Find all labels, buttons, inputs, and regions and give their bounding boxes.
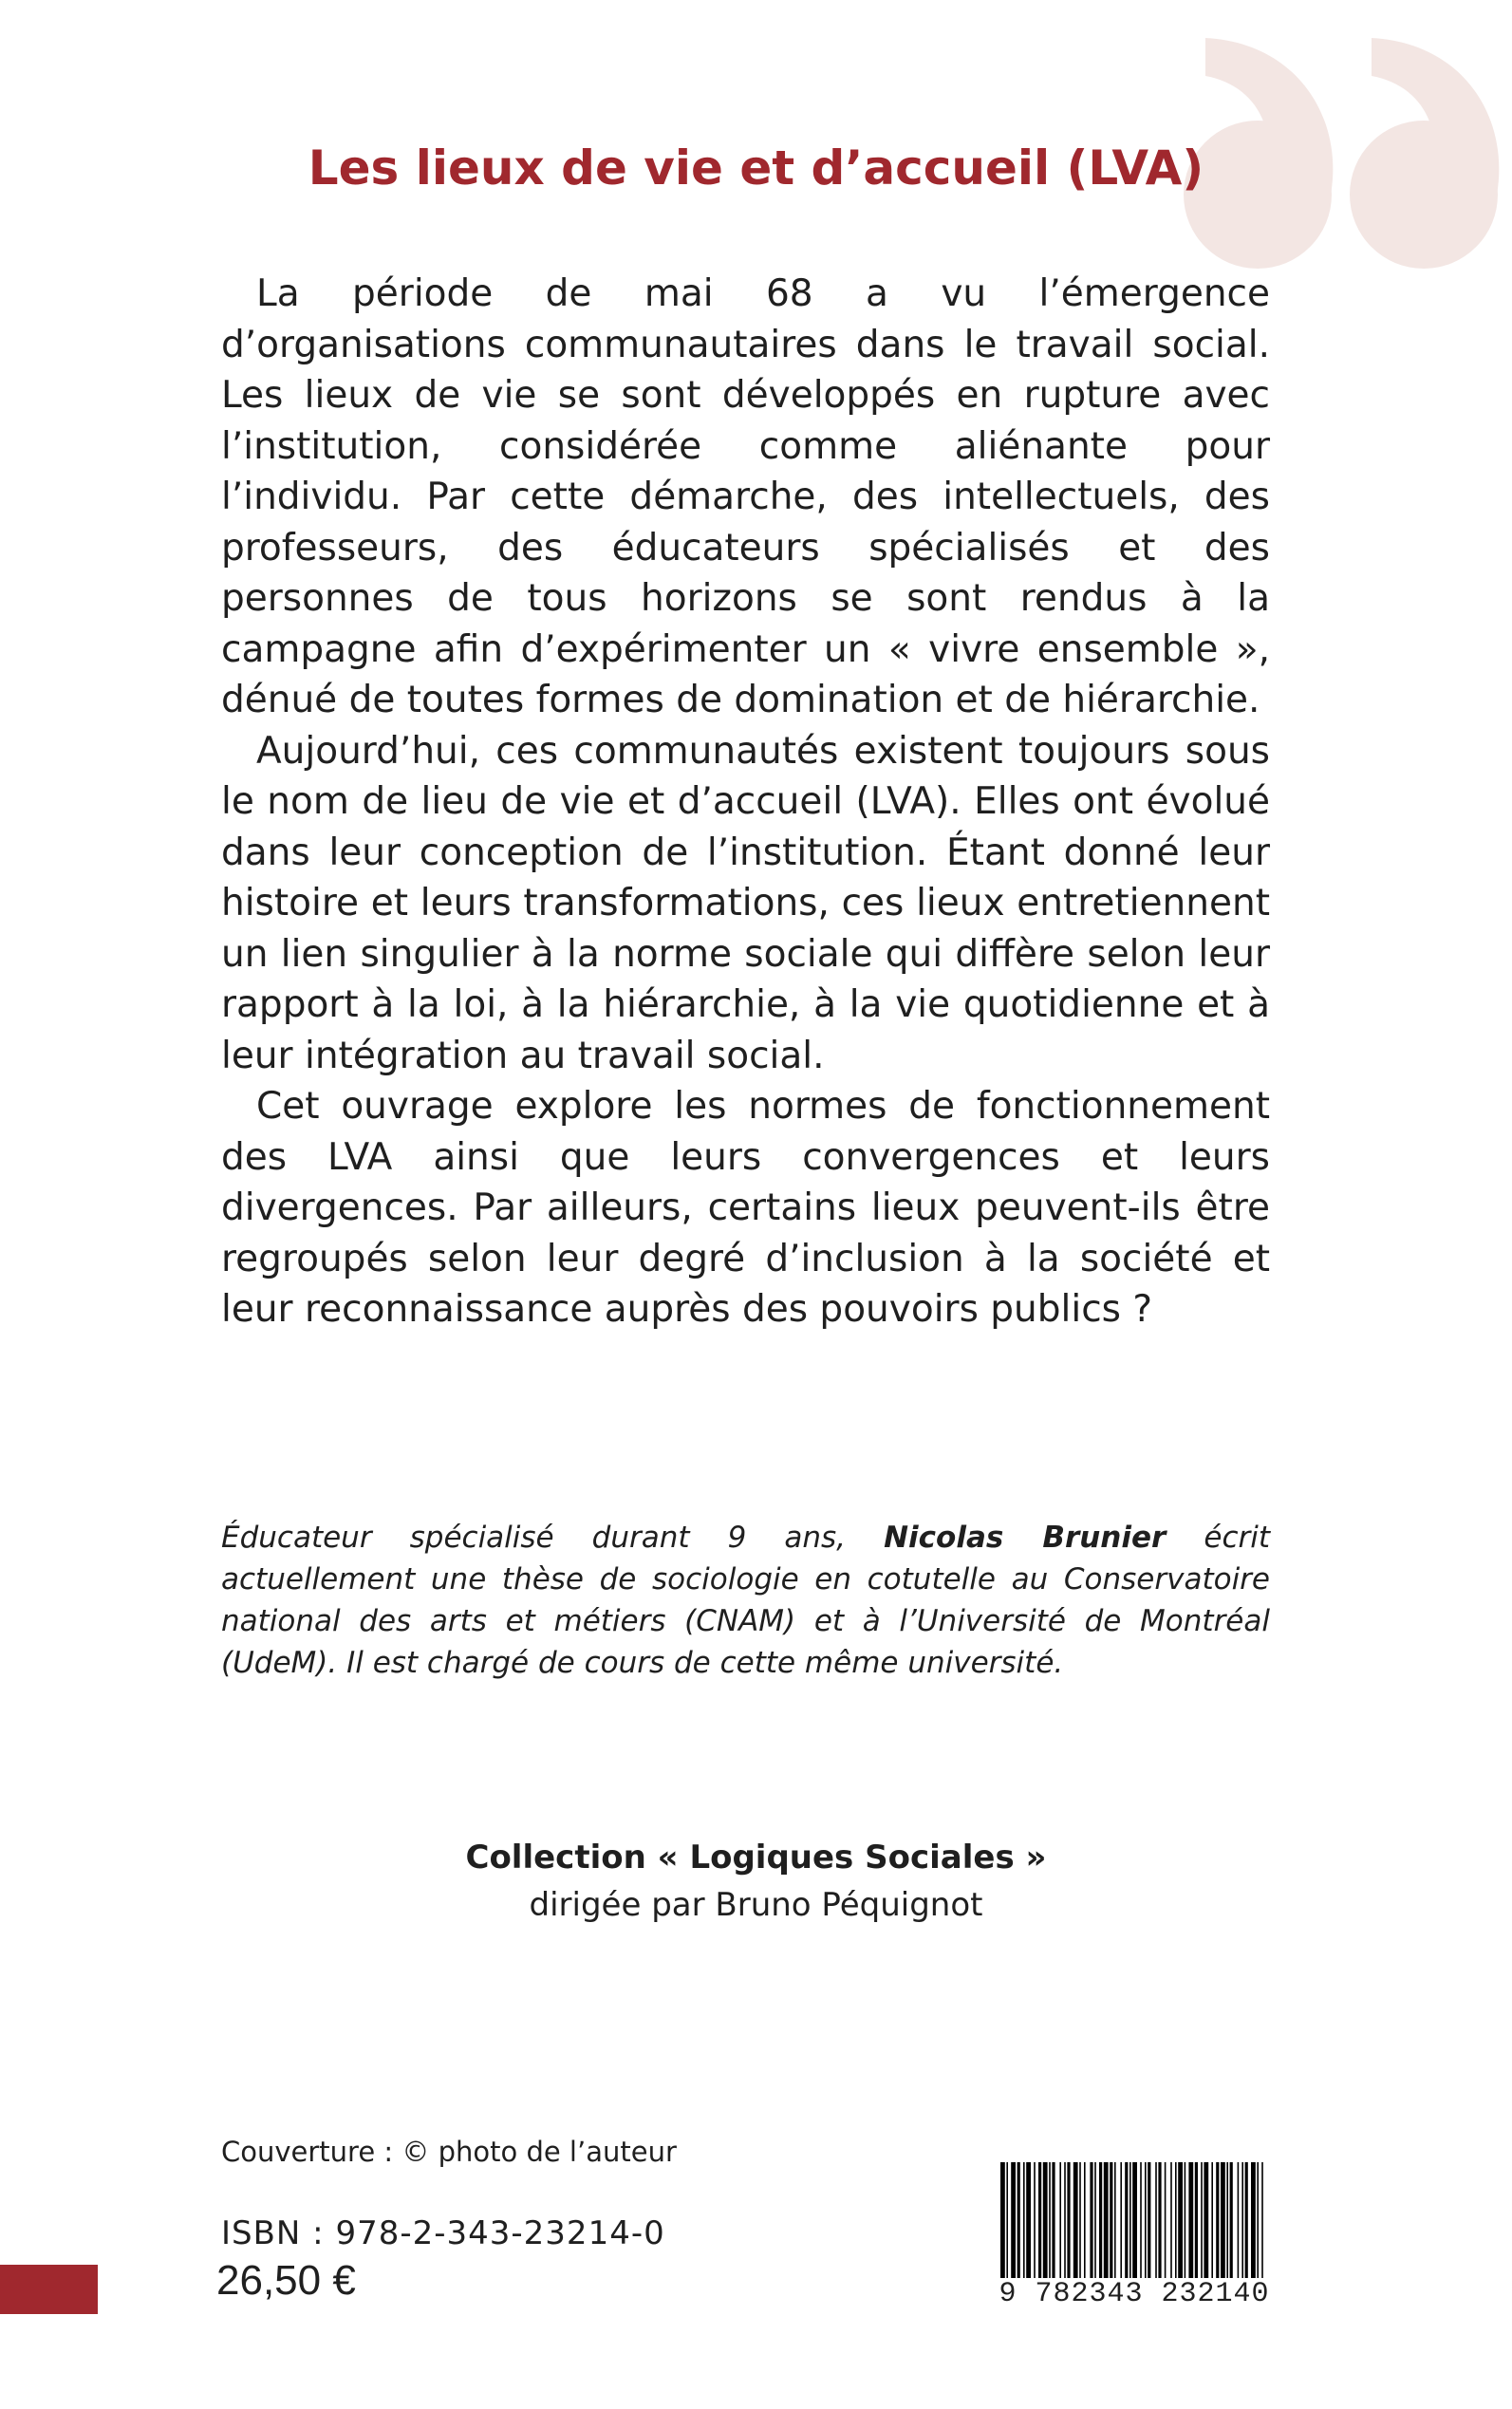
barcode-bar <box>1145 2162 1147 2281</box>
barcode-bar <box>1155 2162 1157 2281</box>
barcode-bar <box>1052 2162 1055 2281</box>
barcode-bar <box>1120 2162 1122 2281</box>
barcode-bar <box>1114 2162 1116 2281</box>
accent-bar <box>0 2265 98 2314</box>
barcode-bar <box>1129 2162 1131 2281</box>
barcode-bar <box>1178 2162 1183 2281</box>
barcode-bar <box>1185 2162 1186 2281</box>
author-bio <box>221 1517 1270 1684</box>
barcode-bar <box>1132 2162 1137 2281</box>
barcode-bar <box>1073 2162 1078 2281</box>
barcode-bar <box>1110 2162 1112 2281</box>
barcode-bar <box>1251 2162 1256 2281</box>
barcode-bar <box>1226 2162 1228 2281</box>
barcode-bar <box>1090 2162 1092 2281</box>
barcode-bar <box>1049 2162 1051 2281</box>
barcode-bar <box>1165 2162 1167 2281</box>
synopsis-paragraph: La période de mai 68 a vu l’émergence d’organisations communautaires dans le travail social. Les lieux de vie se sont développés en rupture avec l’institution, considérée comme aliénante pour l’individu. Par cette démarche, des intellectuels, des professeurs, des éducateurs spécialisés et des personnes de tous horizons se sont rendus à la campagne afin d’expérimenter un « vivre ensemble », dénué de toutes formes de domination et de hiérarchie. <box>221 272 1270 721</box>
bio-rest: écrit actuellement une thèse de sociologie en cotutelle au Conservatoire national des arts et métiers (CNAM) et à l’Université de Montréal (UdeM). Il est chargé de cours de cette même université. <box>221 1521 1271 1680</box>
barcode-bar <box>1006 2162 1008 2281</box>
barcode-bar <box>1104 2162 1109 2281</box>
barcode-bar <box>1059 2162 1061 2281</box>
author-name: Nicolas Brunier <box>884 1521 1167 1555</box>
barcode-bar <box>1188 2162 1193 2281</box>
barcode-bar <box>1023 2162 1025 2281</box>
barcode-bar <box>1084 2162 1086 2281</box>
barcode-bar <box>1158 2162 1161 2281</box>
barcode-bar <box>1099 2162 1102 2281</box>
barcode-bar <box>1064 2162 1066 2281</box>
synopsis-paragraph: Aujourd’hui, ces communautés existent toujours sous le nom de lieu de vie et d’accueil (LVA). Elles ont évolué dans leur conception de l’institution. Étant donné leur histoire et leurs transformations, ces lieux entretiennent un lien singulier à la norme sociale qui diffère selon leur rapport à la loi, à la hiérarchie, à la vie quotidienne et à leur intégration au travail social. <box>221 729 1270 1077</box>
barcode-bar <box>1011 2162 1016 2281</box>
barcode-bar <box>1170 2162 1172 2281</box>
collection-title: Collection « Logiques Sociales » <box>465 1839 1047 1877</box>
barcode-bar <box>1094 2162 1096 2281</box>
barcode-bar <box>1000 2162 1005 2281</box>
barcode-bar <box>1195 2162 1198 2281</box>
synopsis-paragraph: Cet ouvrage explore les normes de fonctionnement des LVA ainsi que leurs convergences et leurs divergences. Par ailleurs, certains lieux peuvent-ils être regroupés selon leur degré d’inclusion à la société et leur reconnaissance auprès des pouvoirs publics ? <box>221 1085 1270 1331</box>
book-title: Les lieux de vie et d’accueil (LVA) <box>308 140 1204 196</box>
barcode-bars <box>999 2162 1267 2281</box>
barcode-bar <box>1230 2162 1233 2281</box>
barcode-bar <box>1079 2162 1081 2281</box>
barcode-bar <box>1201 2162 1203 2281</box>
barcode-bar <box>1043 2162 1048 2281</box>
isbn: ISBN : 978-2-343-23214-0 <box>221 2214 665 2252</box>
barcode-bar <box>1241 2162 1243 2281</box>
barcode-bar <box>1017 2162 1020 2281</box>
barcode-bar <box>1148 2162 1150 2281</box>
collection-info <box>0 1834 1512 1929</box>
bio-intro: Éducateur spécialisé durant 9 ans, <box>221 1521 885 1555</box>
barcode-bar <box>1067 2162 1070 2281</box>
barcode-bar <box>1221 2162 1225 2281</box>
barcode-bar <box>1140 2162 1142 2281</box>
barcode-bar <box>1245 2162 1248 2281</box>
barcode-bar <box>1257 2162 1259 2281</box>
barcode-bar <box>1125 2162 1128 2281</box>
barcode-bar <box>1034 2162 1036 2281</box>
synopsis <box>221 269 1270 1335</box>
barcode-bar <box>1038 2162 1041 2281</box>
barcode-bar <box>1026 2162 1031 2281</box>
barcode-bar <box>1175 2162 1177 2281</box>
price: 26,50 € <box>216 2257 356 2304</box>
barcode-bar <box>1238 2162 1240 2281</box>
barcode-bar <box>1261 2162 1263 2281</box>
collection-director: dirigée par Bruno Péquignot <box>529 1886 983 1924</box>
barcode-bar <box>1216 2162 1219 2281</box>
barcode-bar <box>1211 2162 1213 2281</box>
barcode-digits: 9 782343 232140 <box>992 2278 1277 2310</box>
cover-credit: Couverture : © photo de l’auteur <box>221 2136 677 2168</box>
barcode-bar <box>1204 2162 1208 2281</box>
